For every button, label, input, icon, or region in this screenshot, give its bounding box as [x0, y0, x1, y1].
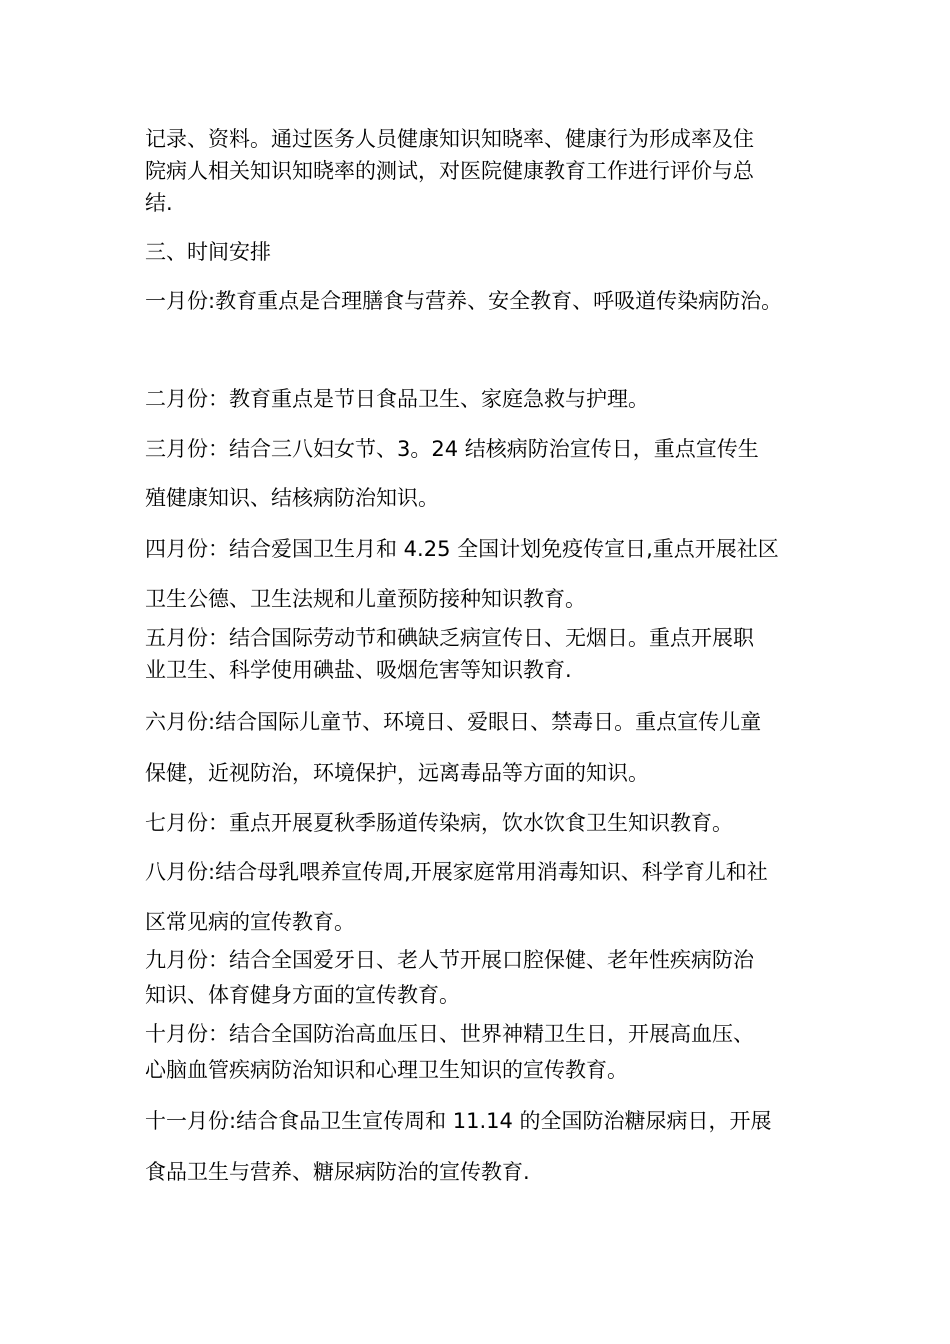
text-line: 七月份：重点开展夏秋季肠道传染病，饮水饮食卫生知识教育。	[145, 811, 733, 835]
text-line: 知识、体育健身方面的宣传教育。	[145, 983, 460, 1007]
text-line: 一月份:教育重点是合理膳食与营养、安全教育、呼吸道传染病防治。	[145, 289, 783, 313]
text-line: 五月份：结合国际劳动节和碘缺乏病宣传日、无烟日。重点开展职	[145, 626, 754, 650]
text-line: 心脑血管疾病防治知识和心理卫生知识的宣传教育。	[145, 1058, 628, 1082]
text-line: 九月份：结合全国爱牙日、老人节开展口腔保健、老年性疾病防治	[145, 948, 754, 972]
text-line: 卫生公德、卫生法规和儿童预防接种知识教育。	[145, 587, 586, 611]
text-line: 食品卫生与营养、糖尿病防治的宣传教育.	[145, 1160, 530, 1184]
text-line: 记录、资料。通过医务人员健康知识知晓率、健康行为形成率及住	[145, 127, 754, 151]
text-line: 结.	[145, 191, 173, 215]
text-line: 保健，近视防治，环境保护，远离毒品等方面的知识。	[145, 761, 649, 785]
text-line: 六月份:结合国际儿童节、环境日、爱眼日、禁毒日。重点宣传儿童	[145, 710, 762, 734]
text-line: 十一月份:结合食品卫生宣传周和 11.14 的全国防治糖尿病日，开展	[145, 1109, 772, 1133]
text-line: 业卫生、科学使用碘盐、吸烟危害等知识教育.	[145, 658, 572, 682]
text-line: 十月份：结合全国防治高血压日、世界神精卫生日，开展高血压、	[145, 1022, 754, 1046]
text-line: 区常见病的宣传教育。	[145, 910, 355, 934]
text-line: 四月份：结合爱国卫生月和 4.25 全国计划免疫传宣日,重点开展社区	[145, 537, 779, 561]
text-line: 八月份:结合母乳喂养宣传周,开展家庭常用消毒知识、科学育儿和社	[145, 860, 768, 884]
text-line: 二月份：教育重点是节日食品卫生、家庭急救与护理。	[145, 387, 649, 411]
text-line: 殖健康知识、结核病防治知识。	[145, 486, 439, 510]
text-line: 院病人相关知识知晓率的测试，对医院健康教育工作进行评价与总	[145, 159, 754, 183]
text-line: 三月份：结合三八妇女节、3。24 结核病防治宣传日，重点宣传生	[145, 437, 759, 461]
section-heading: 三、时间安排	[145, 240, 271, 264]
